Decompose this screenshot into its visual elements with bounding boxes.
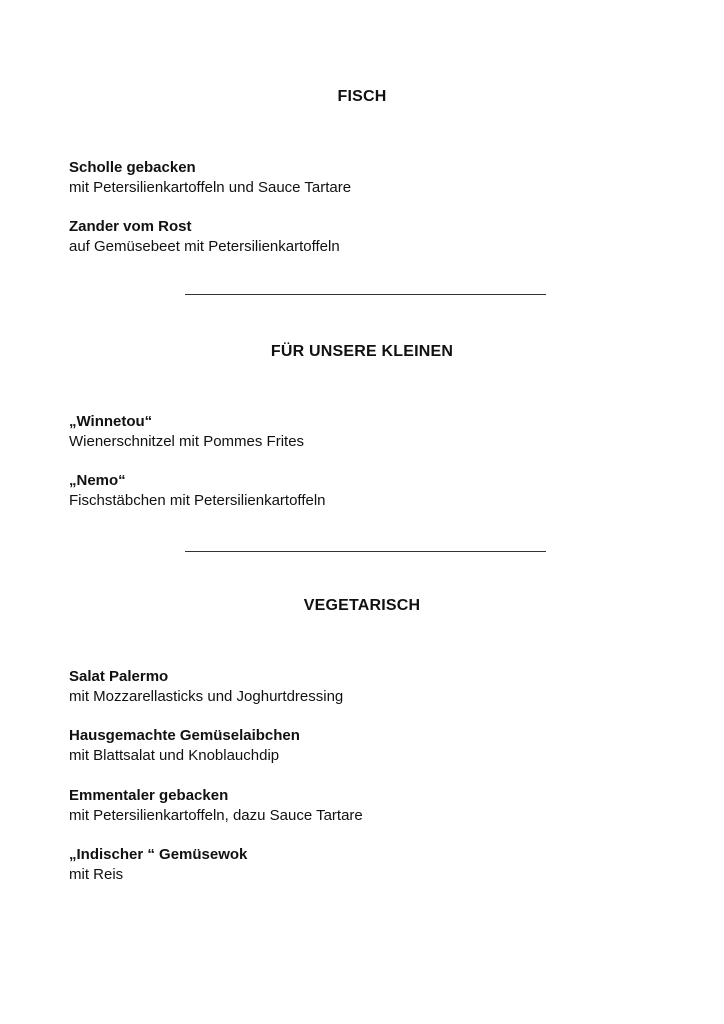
menu-item <box>69 667 669 707</box>
menu-item-description: mit Blattsalat und Knoblauchdip <box>69 747 280 764</box>
menu-item-description: mit Mozzarellasticks und Joghurtdressing <box>69 688 344 705</box>
menu-item <box>69 217 669 257</box>
menu-item-name: „Nemo“ <box>69 472 126 489</box>
section-title-fuer-unsere-kleinen: FÜR UNSERE KLEINEN <box>270 343 454 360</box>
menu-item-name: Zander vom Rost <box>69 218 192 235</box>
section-divider <box>185 294 546 295</box>
menu-item-description: Fischstäbchen mit Petersilienkartoffeln <box>69 492 326 509</box>
menu-item-description: mit Petersilienkartoffeln, dazu Sauce Tartare <box>69 807 363 824</box>
section-title-fisch: FISCH <box>337 88 387 105</box>
menu-item-description: mit Reis <box>69 866 124 883</box>
menu-item <box>69 471 669 511</box>
menu-item-description: auf Gemüsebeet mit Petersilienkartoffeln <box>69 238 340 255</box>
menu-item-description: mit Petersilienkartoffeln und Sauce Tartare <box>69 179 352 196</box>
menu-item <box>69 786 669 826</box>
menu-item <box>69 412 669 452</box>
menu-item-name: Scholle gebacken <box>69 159 196 176</box>
section-divider <box>185 551 546 552</box>
menu-item-name: „Indischer “ Gemüsewok <box>69 846 248 863</box>
menu-item-description: Wienerschnitzel mit Pommes Frites <box>69 433 305 450</box>
menu-item-name: Emmentaler gebacken <box>69 787 229 804</box>
menu-item-name: „Winnetou“ <box>69 413 153 430</box>
menu-item-name: Salat Palermo <box>69 668 169 685</box>
menu-item <box>69 726 669 766</box>
menu-item-name: Hausgemachte Gemüselaibchen <box>69 727 300 744</box>
menu-item <box>69 845 669 885</box>
section-title-vegetarisch: VEGETARISCH <box>303 597 421 614</box>
menu-item <box>69 158 669 198</box>
